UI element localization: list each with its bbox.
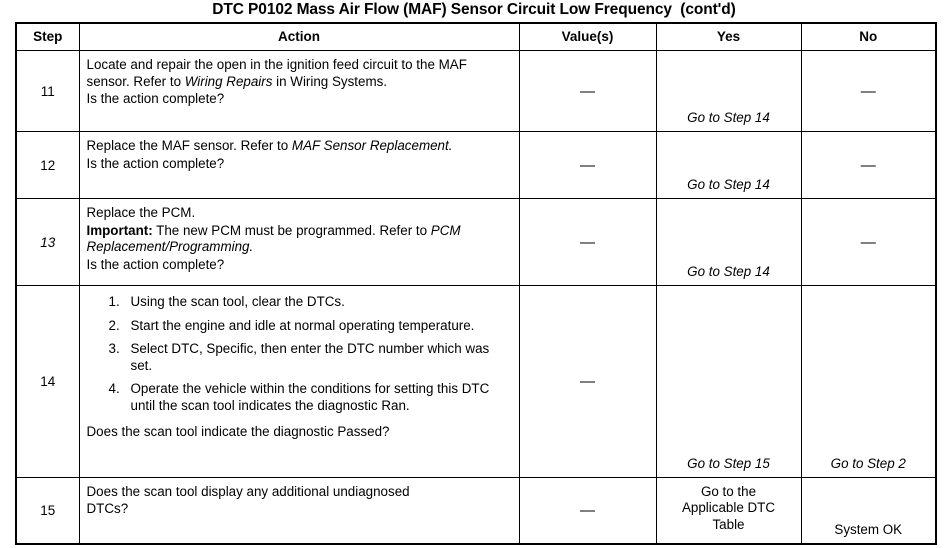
no-value: — xyxy=(860,82,876,100)
action-cell xyxy=(79,51,519,132)
no-value: — xyxy=(860,233,876,251)
action-text-part: The new PCM must be programmed. Refer to xyxy=(152,222,431,238)
table-header xyxy=(16,23,936,51)
yes-cell xyxy=(656,51,801,132)
step-number: 15 xyxy=(16,478,79,544)
action-text xyxy=(87,57,511,90)
action-important xyxy=(87,223,511,256)
list-item-text: Start the engine and idle at normal operating temperature. xyxy=(130,317,475,333)
table-body xyxy=(16,51,936,544)
table-row xyxy=(16,51,936,132)
table-row xyxy=(16,286,936,478)
yes-value: Go to Step 14 xyxy=(687,177,770,193)
list-item xyxy=(87,381,511,414)
action-question: Does the scan tool display any additional undiagnosed DTCs? xyxy=(86,484,410,516)
action-lead: Replace the PCM. xyxy=(86,205,196,220)
action-cell xyxy=(79,478,519,544)
column-header-value: Value(s) xyxy=(519,23,656,51)
action-reference: Wiring Repairs xyxy=(184,73,273,89)
action-text-part: Replace the MAF sensor. Refer to xyxy=(86,138,292,153)
value-cell: — xyxy=(519,286,656,478)
table-row xyxy=(16,132,936,199)
yes-value: Go to Step 15 xyxy=(687,456,770,472)
action-cell xyxy=(79,132,519,199)
yes-cell xyxy=(656,199,801,286)
list-item-text: Select DTC, Specific, then enter the DTC number which was set. xyxy=(130,341,490,373)
table-row xyxy=(16,199,936,286)
no-cell xyxy=(801,286,936,478)
yes-cell xyxy=(656,478,801,544)
yes-value: Go to the Applicable DTC Table xyxy=(681,483,776,533)
action-text-part: in Wiring Systems. xyxy=(272,73,388,89)
column-header-no: No xyxy=(801,23,936,51)
list-item-text: Using the scan tool, clear the DTCs. xyxy=(130,294,345,309)
column-header-action: Action xyxy=(79,23,519,51)
step-number: 14 xyxy=(16,286,79,478)
no-cell xyxy=(801,478,936,544)
value-cell: — xyxy=(519,199,656,286)
page-title: DTC P0102 Mass Air Flow (MAF) Sensor Circuit Low Frequency (cont'd) xyxy=(212,1,736,18)
action-cell xyxy=(79,199,519,286)
no-cell xyxy=(801,132,936,199)
column-header-step: Step xyxy=(16,23,79,51)
action-text xyxy=(87,138,511,155)
yes-value: Go to Step 14 xyxy=(687,110,770,126)
list-item-number: 3. xyxy=(108,341,120,357)
value-cell: — xyxy=(519,478,656,544)
list-item-number: 4. xyxy=(108,381,120,397)
list-item-number: 1. xyxy=(108,294,120,309)
action-reference: PCM Replacement/Programming. xyxy=(86,222,461,255)
important-label: Important: xyxy=(86,222,153,238)
action-question: Is the action complete? xyxy=(86,155,225,171)
action-question: Does the scan tool indicate the diagnostic Passed? xyxy=(86,423,390,439)
action-cell xyxy=(79,286,519,478)
no-value: Go to Step 2 xyxy=(830,456,906,472)
value-cell: — xyxy=(519,132,656,199)
list-item xyxy=(87,294,511,311)
list-item xyxy=(87,318,511,335)
no-value: — xyxy=(860,156,876,174)
value-cell: — xyxy=(519,51,656,132)
yes-cell xyxy=(656,286,801,478)
action-text-part: Locate and repair the open in the ignition feed circuit to the MAF sensor. Refer to xyxy=(86,57,467,89)
dtc-diagnostic-table xyxy=(15,22,937,545)
column-header-yes: Yes xyxy=(656,23,801,51)
no-cell xyxy=(801,51,936,132)
yes-value: Go to Step 14 xyxy=(687,264,770,280)
no-cell xyxy=(801,199,936,286)
action-question: Is the action complete? xyxy=(86,256,225,272)
step-number: 12 xyxy=(16,132,79,199)
step-number: 11 xyxy=(16,51,79,132)
action-reference: MAF Sensor Replacement. xyxy=(291,138,453,153)
table-header-row xyxy=(16,23,936,51)
list-item-text: Operate the vehicle within the conditions for setting this DTC until the scan tool indicates the diagnostic Ran. xyxy=(130,381,490,413)
table-row xyxy=(16,478,936,544)
yes-cell xyxy=(656,132,801,199)
list-item-number: 2. xyxy=(108,317,120,333)
step-number: 13 xyxy=(16,199,79,286)
action-step-list xyxy=(87,294,511,415)
action-question: Is the action complete? xyxy=(86,91,225,107)
list-item xyxy=(87,341,511,374)
no-value: System OK xyxy=(834,521,903,537)
